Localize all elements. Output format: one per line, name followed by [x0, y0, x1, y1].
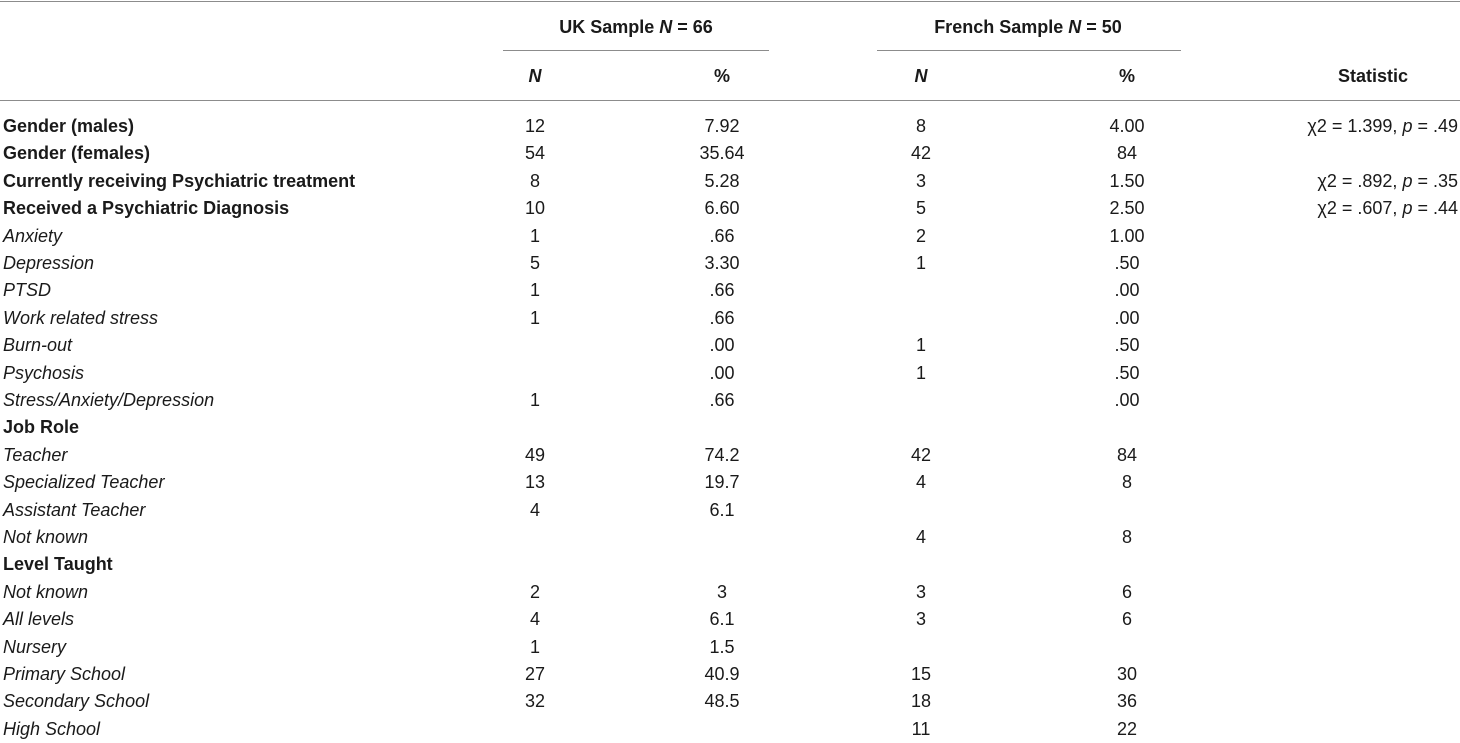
fr-pct-cell: .00: [1114, 307, 1140, 328]
table-row: [0, 442, 1460, 469]
row-label: Not known: [3, 527, 89, 547]
uk-pct-cell: .00: [709, 362, 735, 383]
row-label: Work related stress: [3, 307, 159, 328]
uk-n-cell: 49: [524, 444, 546, 465]
uk-pct-cell: .66: [709, 390, 735, 410]
col-header-statistic: Statistic: [1337, 66, 1409, 86]
uk-pct-cell: .66: [709, 225, 735, 246]
statistic-chi: χ2 = 1.399,: [1307, 116, 1403, 136]
row-label: Nursery: [3, 636, 67, 657]
row-label: Gender (females): [3, 143, 151, 164]
table-row: [0, 551, 1460, 578]
table-row: [0, 223, 1460, 250]
row-label: All levels: [3, 609, 75, 630]
statistic-cell: [1307, 113, 1458, 140]
table-row: [0, 469, 1460, 496]
uk-n-cell: 1: [529, 636, 541, 657]
fr-pct-cell: 2.50: [1109, 198, 1145, 219]
fr-n-value: = 50: [1086, 17, 1122, 37]
fr-pct-cell: 30: [1116, 664, 1138, 684]
table-row: [0, 113, 1460, 140]
fr-n-cell: 15: [910, 664, 932, 684]
table-row: [0, 360, 1460, 387]
row-label: Anxiety: [3, 225, 63, 246]
table-row: [0, 140, 1460, 167]
uk-pct-cell: 5.28: [704, 170, 740, 191]
uk-pct-cell: .00: [709, 335, 735, 356]
table-row: [0, 661, 1460, 688]
uk-pct-cell: 35.64: [699, 143, 745, 164]
uk-pct-cell: 3.30: [704, 253, 740, 273]
uk-pct-cell: 48.5: [704, 691, 740, 712]
fr-n-symbol: N: [1068, 17, 1082, 37]
fr-pct-cell: .50: [1114, 253, 1140, 273]
row-label: Received a Psychiatric Diagnosis: [3, 198, 290, 219]
row-label: Gender (males): [3, 116, 135, 136]
fr-pct-cell: .50: [1114, 362, 1140, 383]
statistic-p-value: = .35: [1412, 170, 1458, 191]
uk-n-cell: 1: [529, 307, 541, 328]
fr-pct-cell: 22: [1116, 718, 1138, 739]
fr-pct-cell: 8: [1121, 527, 1133, 547]
row-label: PTSD: [3, 280, 52, 301]
uk-n-cell: 4: [529, 609, 541, 630]
row-label: Primary School: [3, 664, 126, 684]
col-header-fr-pct: %: [1118, 66, 1136, 86]
fr-pct-cell: 1.00: [1109, 225, 1145, 246]
row-label: Currently receiving Psychiatric treatment: [3, 170, 356, 191]
uk-pct-cell: 40.9: [704, 664, 740, 684]
uk-pct-cell: 7.92: [704, 116, 740, 136]
fr-pct-cell: .00: [1114, 280, 1140, 301]
statistic-chi: χ2 = .607,: [1317, 198, 1403, 219]
statistic-p-symbol: p: [1402, 198, 1413, 219]
row-label: Assistant Teacher: [3, 499, 146, 520]
col-header-fr-n: N: [914, 66, 928, 86]
fr-n-cell: 18: [910, 691, 932, 712]
row-label: High School: [3, 718, 101, 739]
uk-n-symbol: N: [659, 17, 673, 37]
uk-n-cell: 32: [524, 691, 546, 712]
table-row: [0, 387, 1460, 414]
uk-pct-cell: 74.2: [704, 444, 740, 465]
uk-n-cell: 10: [524, 198, 546, 219]
statistic-chi: χ2 = .892,: [1317, 170, 1403, 191]
table-row: [0, 579, 1460, 606]
uk-n-cell: 54: [524, 143, 546, 164]
uk-n-cell: 8: [529, 170, 541, 191]
fr-n-cell: 2: [915, 225, 927, 246]
table-row: [0, 524, 1460, 551]
fr-n-cell: 8: [915, 116, 927, 136]
statistic-cell: [1317, 168, 1458, 195]
table-row: [0, 688, 1460, 715]
uk-n-cell: 1: [529, 280, 541, 301]
statistic-p-symbol: p: [1402, 116, 1413, 136]
fr-n-cell: 1: [915, 362, 927, 383]
row-label: Specialized Teacher: [3, 472, 165, 493]
fr-n-cell: 3: [915, 609, 927, 630]
fr-n-cell: 42: [910, 143, 932, 164]
table-row: [0, 168, 1460, 195]
row-label: Job Role: [3, 417, 80, 438]
uk-n-cell: 13: [524, 472, 546, 493]
fr-n-cell: 11: [911, 718, 931, 739]
row-label: Not known: [3, 581, 89, 602]
uk-pct-cell: 6.1: [709, 609, 735, 630]
row-label: Depression: [3, 253, 95, 273]
uk-n-cell: 27: [524, 664, 546, 684]
fr-n-cell: 3: [915, 170, 927, 191]
uk-n-cell: 4: [529, 499, 541, 520]
fr-n-cell: 4: [915, 472, 927, 493]
table-row: [0, 332, 1460, 359]
row-label: Psychosis: [3, 362, 85, 383]
fr-pct-cell: .00: [1114, 390, 1140, 410]
table-row: [0, 716, 1460, 743]
row-label: Burn-out: [3, 335, 73, 356]
table-row: [0, 606, 1460, 633]
row-label: Level Taught: [3, 554, 113, 575]
uk-pct-cell: 6.60: [704, 198, 740, 219]
fr-pct-cell: 6: [1121, 581, 1133, 602]
col-header-uk-n: N: [528, 66, 542, 86]
fr-n-cell: 4: [915, 527, 927, 547]
uk-pct-cell: .66: [709, 307, 735, 328]
fr-n-cell: 1: [915, 335, 927, 356]
table-row: [0, 250, 1460, 277]
uk-n-cell: 1: [529, 225, 541, 246]
uk-pct-cell: 3: [716, 581, 728, 602]
fr-pct-cell: .50: [1114, 335, 1140, 356]
fr-pct-cell: 36: [1116, 691, 1138, 712]
statistic-p-symbol: p: [1402, 170, 1413, 191]
table-row: [0, 497, 1460, 524]
table-row: [0, 195, 1460, 222]
col-header-uk-pct: %: [713, 66, 731, 86]
fr-n-cell: 3: [915, 581, 927, 602]
uk-n-cell: 5: [529, 253, 541, 273]
uk-pct-cell: 1.5: [709, 636, 735, 657]
fr-n-cell: 42: [910, 444, 932, 465]
fr-pct-cell: 8: [1121, 472, 1133, 493]
uk-sample-label: UK Sample: [559, 17, 655, 37]
fr-pct-cell: 84: [1116, 444, 1138, 465]
row-label: Stress/Anxiety/Depression: [3, 390, 215, 410]
fr-pct-cell: 1.50: [1109, 170, 1145, 191]
uk-n-value: = 66: [677, 17, 713, 37]
uk-n-cell: 12: [524, 116, 546, 136]
fr-pct-cell: 84: [1116, 143, 1138, 164]
uk-n-cell: 2: [529, 581, 541, 602]
statistic-p-value: = .49: [1412, 116, 1458, 136]
table-row: [0, 277, 1460, 304]
table-row: [0, 634, 1460, 661]
fr-pct-cell: 4.00: [1109, 116, 1145, 136]
statistic-p-value: = .44: [1412, 198, 1458, 219]
table-row: [0, 305, 1460, 332]
uk-pct-cell: 6.1: [709, 499, 735, 520]
fr-pct-cell: 6: [1121, 609, 1133, 630]
fr-sample-label: French Sample: [934, 17, 1064, 37]
uk-pct-cell: 19.7: [704, 472, 740, 493]
uk-n-cell: 1: [529, 390, 541, 410]
uk-pct-cell: .66: [709, 280, 735, 301]
fr-n-cell: 5: [915, 198, 927, 219]
statistic-cell: [1317, 195, 1458, 222]
table-row: [0, 414, 1460, 441]
fr-n-cell: 1: [915, 253, 927, 273]
row-label: Secondary School: [3, 691, 150, 712]
row-label: Teacher: [3, 444, 68, 465]
